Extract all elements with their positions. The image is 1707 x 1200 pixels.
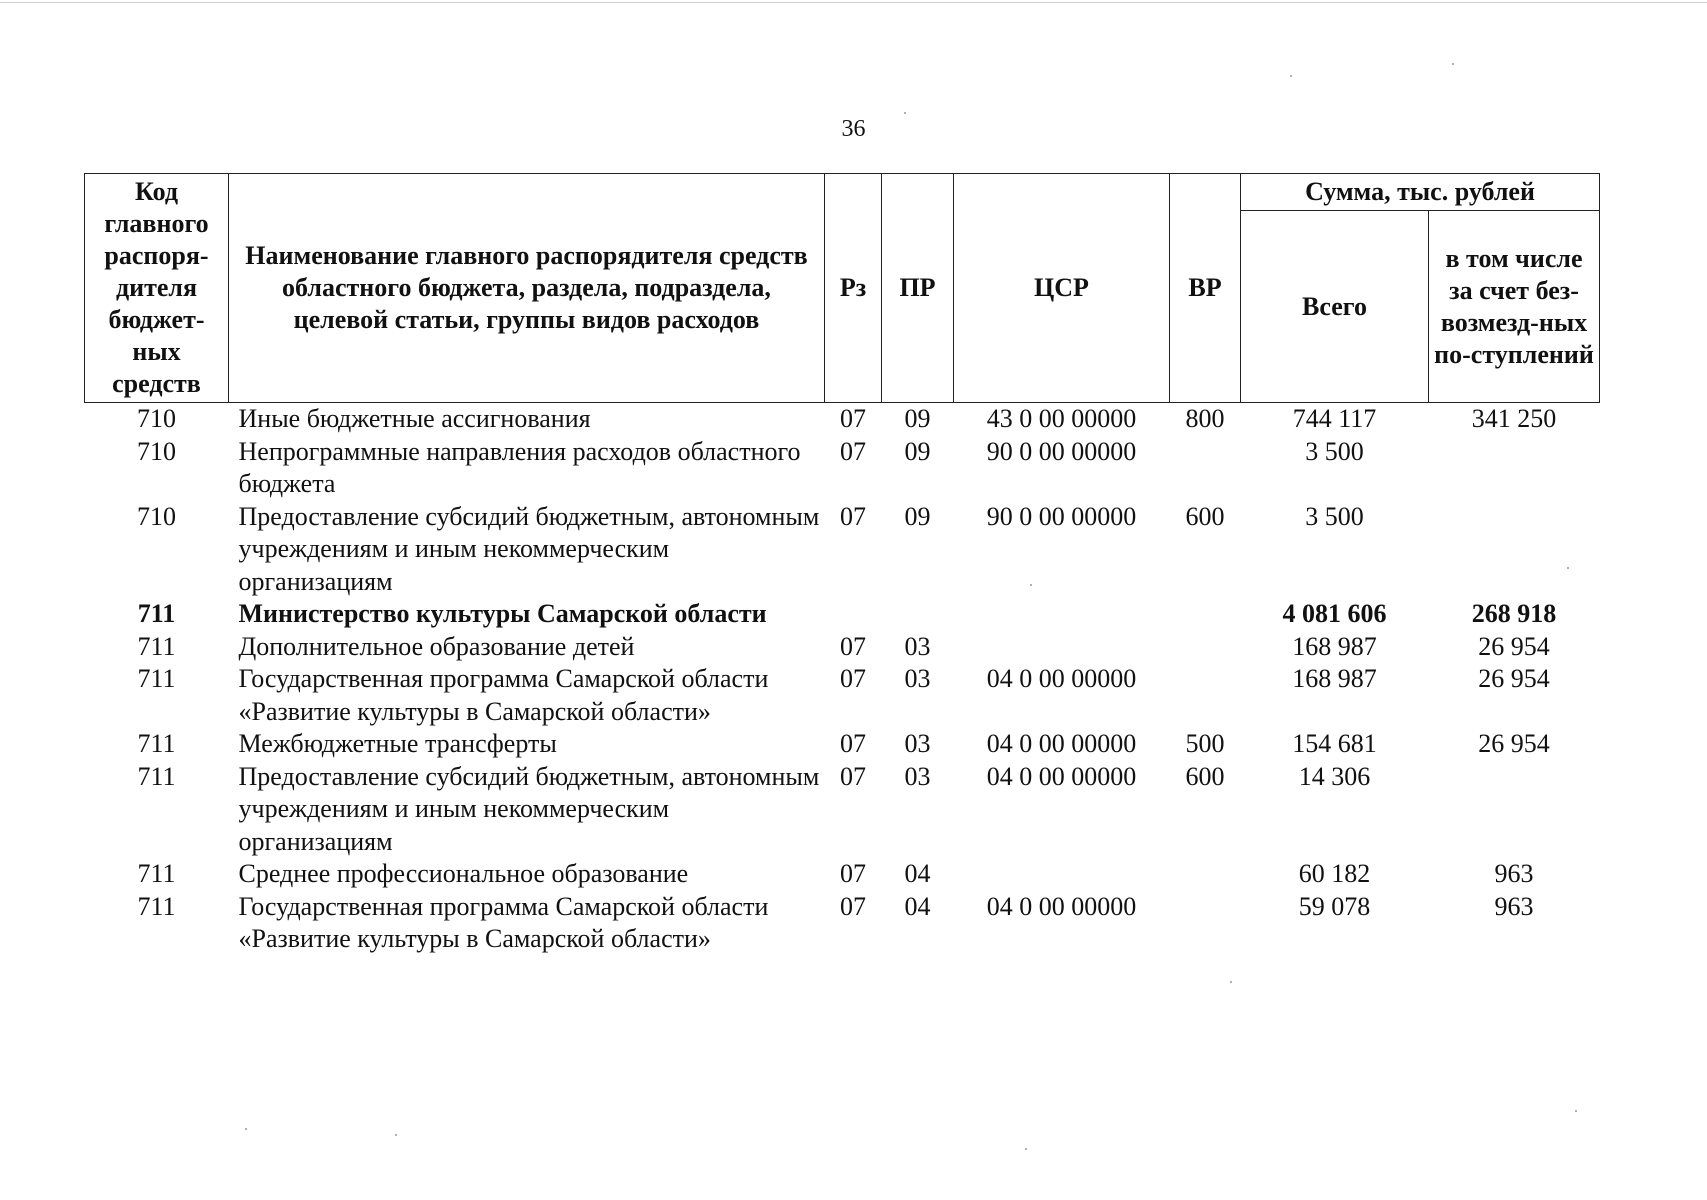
cell-rz: 07 — [840, 761, 866, 791]
header-vr: ВР — [1170, 174, 1241, 403]
cell-vr: 600 — [1185, 501, 1225, 531]
cell-name: Непрограммные направления расходов областного бюджета — [238, 436, 801, 498]
cell-pr: 03 — [904, 664, 931, 693]
cell-vr — [1170, 891, 1241, 956]
cell-incl — [1429, 501, 1600, 599]
header-csr: ЦСР — [954, 174, 1170, 403]
cell-incl: 341 250 — [1471, 404, 1557, 433]
cell-pr: 04 — [904, 891, 931, 921]
scan-speck — [245, 1128, 247, 1130]
cell-incl: 268 918 — [1471, 599, 1557, 628]
cell-rz: 07 — [840, 631, 866, 661]
cell-total: 154 681 — [1292, 729, 1377, 758]
cell-vr — [1170, 598, 1241, 631]
cell-rz: 07 — [840, 729, 866, 758]
cell-incl — [1429, 436, 1600, 501]
cell-name: Предоставление субсидий бюджетным, автономным учреждениям и иным некоммерческим организациям — [238, 761, 820, 856]
cell-rz: 07 — [840, 436, 866, 466]
cell-rz — [825, 598, 882, 631]
cell-csr: 04 0 00 00000 — [986, 664, 1137, 693]
scan-speck — [1030, 584, 1032, 586]
cell-total: 4 081 606 — [1282, 599, 1387, 628]
table-body — [85, 403, 1600, 956]
header-code: Код главного распоря-дителя бюджет-ных средств — [85, 174, 229, 403]
table-row — [85, 728, 1600, 761]
cell-total: 744 117 — [1292, 404, 1377, 433]
scan-speck — [904, 112, 906, 114]
cell-pr: 09 — [904, 501, 931, 531]
cell-vr — [1170, 436, 1241, 501]
cell-csr — [954, 631, 1170, 664]
cell-name: Межбюджетные трансферты — [238, 729, 557, 758]
cell-pr: 03 — [904, 729, 931, 758]
cell-pr — [882, 598, 954, 631]
cell-pr: 04 — [904, 859, 931, 888]
cell-code: 710 — [137, 404, 176, 433]
cell-csr: 04 0 00 00000 — [986, 891, 1137, 921]
cell-incl: 963 — [1494, 859, 1534, 888]
cell-incl: 26 954 — [1478, 664, 1550, 693]
cell-csr: 90 0 00 00000 — [986, 501, 1137, 531]
header-name: Наименование главного распорядителя средств областного бюджета, раздела, подраздела, целевой статьи, группы видов расходов — [229, 174, 825, 403]
cell-pr: 09 — [904, 404, 931, 433]
cell-pr: 03 — [904, 761, 931, 791]
table-row — [85, 891, 1600, 956]
header-incl: в том числе за счет без-возмезд-ных по-ступлений — [1429, 211, 1600, 403]
cell-vr — [1170, 631, 1241, 664]
cell-total: 14 306 — [1298, 761, 1371, 791]
table-row — [85, 858, 1600, 891]
header-rz: Рз — [825, 174, 882, 403]
cell-name: Государственная программа Самарской области «Развитие культуры в Самарской области» — [238, 891, 769, 953]
cell-csr: 04 0 00 00000 — [986, 729, 1137, 758]
table-row — [85, 501, 1600, 599]
cell-vr: 500 — [1185, 729, 1225, 758]
scan-speck — [1025, 1148, 1027, 1150]
cell-total: 59 078 — [1298, 891, 1371, 921]
cell-total: 60 182 — [1298, 859, 1371, 888]
cell-rz: 07 — [840, 664, 866, 693]
cell-name: Министерство культуры Самарской области — [238, 599, 767, 628]
scan-speck — [1290, 75, 1292, 77]
cell-code: 711 — [137, 891, 176, 921]
cell-name: Иные бюджетные ассигнования — [238, 404, 591, 433]
cell-vr — [1170, 858, 1241, 891]
cell-incl — [1429, 761, 1600, 859]
cell-csr — [954, 598, 1170, 631]
cell-csr: 04 0 00 00000 — [986, 761, 1137, 791]
cell-csr — [954, 858, 1170, 891]
cell-code: 711 — [137, 761, 176, 791]
cell-pr: 03 — [904, 631, 931, 661]
cell-total: 168 987 — [1292, 664, 1377, 693]
table-header — [85, 174, 1600, 403]
cell-code: 711 — [137, 599, 176, 628]
scan-speck — [1567, 567, 1569, 569]
cell-total: 3 500 — [1305, 501, 1364, 531]
cell-code: 711 — [137, 631, 176, 661]
cell-pr: 09 — [904, 436, 931, 466]
cell-name: Дополнительное образование детей — [238, 631, 635, 661]
budget-table — [84, 173, 1600, 956]
cell-total: 168 987 — [1292, 631, 1377, 661]
table-row — [85, 761, 1600, 859]
scan-speck — [1452, 63, 1454, 65]
header-total: Всего — [1241, 211, 1429, 403]
cell-vr: 800 — [1185, 404, 1225, 433]
cell-rz: 07 — [840, 859, 866, 888]
cell-rz: 07 — [840, 404, 866, 433]
cell-code: 710 — [137, 501, 176, 531]
cell-csr: 43 0 00 00000 — [986, 404, 1137, 433]
cell-code: 711 — [137, 859, 176, 888]
header-pr: ПР — [882, 174, 954, 403]
header-sum-group: Сумма, тыс. рублей — [1241, 174, 1600, 211]
scan-edge-line — [0, 2, 1707, 3]
table-row — [85, 403, 1600, 436]
cell-total: 3 500 — [1305, 436, 1364, 466]
cell-incl: 26 954 — [1478, 631, 1550, 661]
scan-speck — [1575, 1110, 1577, 1112]
cell-rz: 07 — [840, 501, 866, 531]
cell-incl: 963 — [1494, 891, 1534, 921]
cell-vr: 600 — [1185, 761, 1225, 791]
cell-name: Среднее профессиональное образование — [238, 859, 689, 888]
scan-speck — [1230, 981, 1232, 983]
table-row — [85, 663, 1600, 728]
cell-incl: 26 954 — [1478, 729, 1550, 758]
cell-code: 711 — [137, 664, 176, 693]
cell-csr: 90 0 00 00000 — [986, 436, 1137, 466]
cell-code: 710 — [137, 436, 176, 466]
scan-speck — [395, 1134, 397, 1136]
cell-rz: 07 — [840, 891, 866, 921]
table-row — [85, 436, 1600, 501]
cell-vr — [1170, 663, 1241, 728]
table-row — [85, 598, 1600, 631]
cell-name: Предоставление субсидий бюджетным, автономным учреждениям и иным некоммерческим организациям — [238, 501, 820, 596]
cell-name: Государственная программа Самарской области «Развитие культуры в Самарской области» — [238, 664, 769, 726]
page-number: 36 — [841, 116, 866, 142]
cell-code: 711 — [137, 729, 176, 758]
table-row — [85, 631, 1600, 664]
